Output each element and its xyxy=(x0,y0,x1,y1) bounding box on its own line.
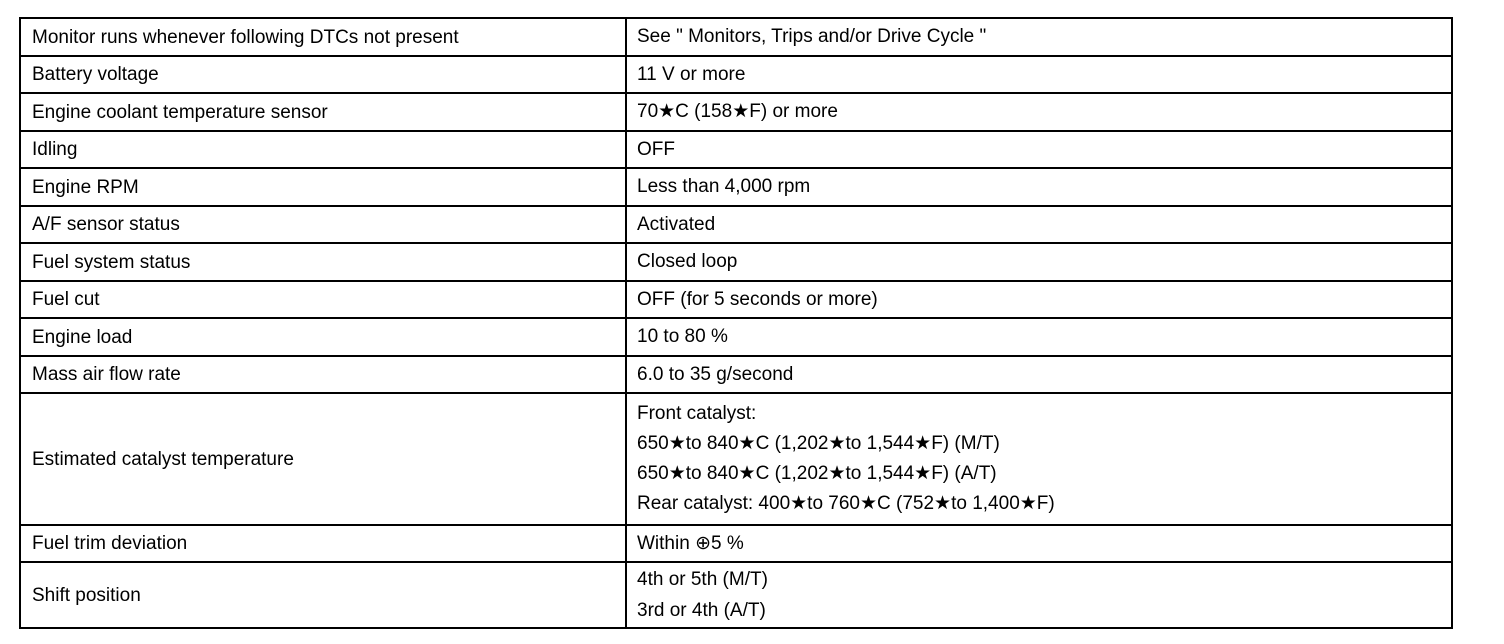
condition-value-cell xyxy=(626,243,1452,281)
condition-value-line: 11 V or more xyxy=(637,63,746,85)
condition-value-cell xyxy=(626,393,1452,525)
condition-value-line: 70★C (158★F) or more xyxy=(637,101,838,122)
condition-value-cell xyxy=(626,206,1452,243)
table-row xyxy=(20,131,1452,168)
table-row xyxy=(20,525,1452,562)
condition-value-line: Front catalyst: xyxy=(637,403,757,424)
condition-item-cell: Idling xyxy=(20,131,626,168)
condition-item-cell: Estimated catalyst temperature xyxy=(20,393,626,525)
table-row xyxy=(20,206,1452,243)
condition-value-cell xyxy=(626,93,1452,131)
condition-item-cell: Fuel trim deviation xyxy=(20,525,626,562)
condition-item-cell: Fuel cut xyxy=(20,281,626,318)
table-row xyxy=(20,93,1452,131)
condition-value-line: Less than 4,000 rpm xyxy=(637,176,811,197)
condition-value-cell xyxy=(626,168,1452,206)
condition-value-line: Closed loop xyxy=(637,251,738,272)
condition-item-cell: Engine coolant temperature sensor xyxy=(20,93,626,131)
condition-item-cell: Fuel system status xyxy=(20,243,626,281)
condition-item-cell: A/F sensor status xyxy=(20,206,626,243)
condition-item-cell: Shift position xyxy=(20,562,626,628)
condition-value-cell xyxy=(626,318,1452,356)
condition-value-line: Rear catalyst: 400★to 760★C (752★to 1,400★F) xyxy=(637,493,1055,514)
condition-value-cell xyxy=(626,56,1452,93)
table-row xyxy=(20,562,1452,628)
condition-item-cell: Mass air flow rate xyxy=(20,356,626,393)
condition-value-cell xyxy=(626,131,1452,168)
table-row xyxy=(20,243,1452,281)
condition-value-line: 10 to 80 % xyxy=(637,326,728,347)
condition-value-cell xyxy=(626,281,1452,318)
condition-item-cell: Battery voltage xyxy=(20,56,626,93)
condition-value-line: Within ⊕5 % xyxy=(637,532,744,554)
condition-item-cell: Engine load xyxy=(20,318,626,356)
condition-value-cell xyxy=(626,525,1452,562)
condition-value-line: 6.0 to 35 g/second xyxy=(637,363,794,385)
condition-item-cell: Monitor runs whenever following DTCs not present xyxy=(20,18,626,56)
table-row xyxy=(20,56,1452,93)
conditions-table-body xyxy=(20,18,1452,628)
condition-value-line: Activated xyxy=(637,213,716,235)
condition-value-line: 650★to 840★C (1,202★to 1,544★F) (A/T) xyxy=(637,463,997,484)
condition-value-line: See " Monitors, Trips and/or Drive Cycle " xyxy=(637,26,987,47)
condition-value-line: OFF xyxy=(637,138,675,160)
table-row xyxy=(20,393,1452,525)
condition-item-cell: Engine RPM xyxy=(20,168,626,206)
condition-value-line: OFF (for 5 seconds or more) xyxy=(637,288,878,310)
table-row xyxy=(20,18,1452,56)
condition-value-cell xyxy=(626,562,1452,628)
table-row xyxy=(20,318,1452,356)
table-row xyxy=(20,168,1452,206)
condition-value-cell xyxy=(626,18,1452,56)
condition-value-line: 4th or 5th (M/T) xyxy=(637,569,768,590)
condition-value-line: 3rd or 4th (A/T) xyxy=(637,600,766,621)
condition-value-line: 650★to 840★C (1,202★to 1,544★F) (M/T) xyxy=(637,433,1000,454)
table-row xyxy=(20,281,1452,318)
table-row xyxy=(20,356,1452,393)
condition-value-cell xyxy=(626,356,1452,393)
conditions-table xyxy=(19,17,1453,629)
